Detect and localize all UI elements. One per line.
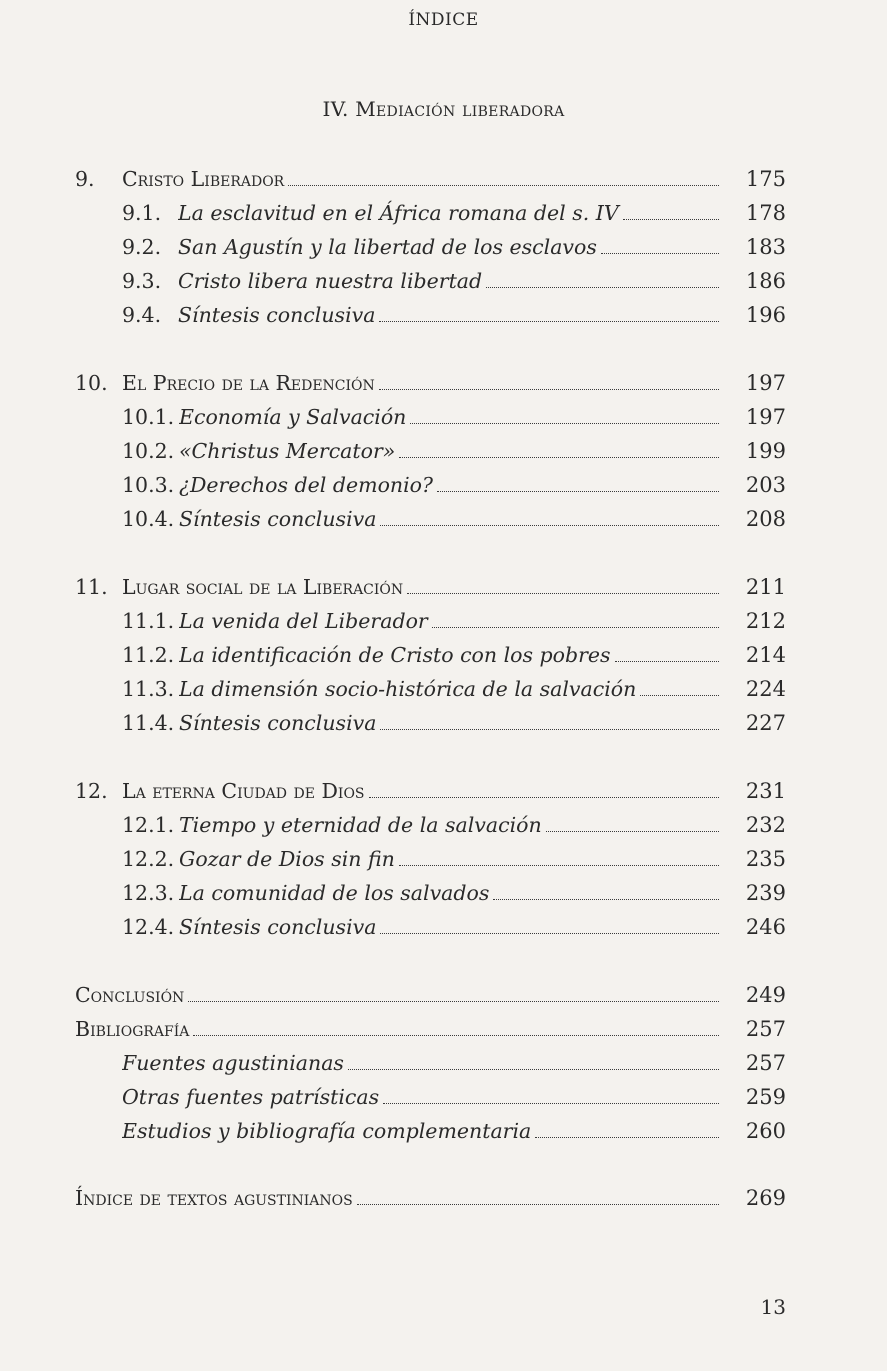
toc-entry-page: 186	[745, 269, 786, 293]
dot-leader	[535, 1136, 719, 1138]
toc-entry-number: 10.3.	[122, 473, 175, 497]
toc-entry-title: La esclavitud en el África romana del s. IV	[178, 201, 619, 225]
toc-entry-page: 211	[745, 575, 786, 599]
toc-entry-title: Síntesis conclusiva	[178, 303, 376, 327]
dot-leader	[383, 1102, 719, 1104]
dot-leader	[493, 898, 719, 900]
toc-entry-page: 178	[745, 201, 786, 225]
page-folio: 13	[760, 1295, 786, 1319]
toc-entry	[0, 1014, 887, 1044]
toc-entry	[0, 402, 887, 432]
toc-entry-page: 249	[745, 983, 786, 1007]
toc-entry-number: 11.4.	[122, 711, 175, 735]
toc-entry	[0, 300, 887, 330]
toc-entry-page: 175	[745, 167, 786, 191]
toc-entry-title: Tiempo y eternidad de la salvación	[179, 813, 542, 837]
toc-entry	[0, 164, 887, 194]
toc-entry	[0, 1082, 887, 1112]
toc-entry	[0, 912, 887, 942]
dot-leader	[379, 320, 719, 322]
dot-leader	[193, 1034, 719, 1036]
toc-entry-number: 10.2.	[122, 439, 175, 463]
toc-entry-page: 257	[745, 1017, 786, 1041]
toc-entry-number: 11.2.	[122, 643, 175, 667]
toc-entry-number: 12.3.	[122, 881, 175, 905]
toc-entry-page: 259	[745, 1085, 786, 1109]
toc-entry	[0, 674, 887, 704]
dot-leader	[601, 252, 719, 254]
toc-entry-page: 257	[745, 1051, 786, 1075]
toc-entry-number: 9.	[75, 167, 95, 191]
toc-entry-title: Cristo libera nuestra libertad	[178, 269, 483, 293]
toc-entry-title: Economía y Salvación	[179, 405, 407, 429]
toc-entry-page: 232	[745, 813, 786, 837]
toc-entry-title: La comunidad de los salvados	[179, 881, 490, 905]
toc-entry	[0, 1116, 887, 1146]
toc-entry-title: Índice de textos agustinianos	[75, 1186, 353, 1210]
toc-entry	[0, 810, 887, 840]
toc-entry-number: 9.2.	[122, 235, 162, 259]
dot-leader	[188, 1000, 719, 1002]
running-head: ÍNDICE	[408, 10, 479, 30]
toc-entry-number: 12.4.	[122, 915, 175, 939]
toc-entry-title: Estudios y bibliografía complementaria	[122, 1119, 532, 1143]
dot-leader	[486, 286, 719, 288]
toc-entry-title: La eterna Ciudad de Dios	[122, 779, 365, 803]
dot-leader	[640, 694, 719, 696]
toc-entry-title: Síntesis conclusiva	[179, 507, 377, 531]
toc-entry-number: 9.4.	[122, 303, 162, 327]
toc-entry-number: 10.	[75, 371, 108, 395]
toc-entry-title: Conclusión	[75, 983, 185, 1007]
toc-entry	[0, 368, 887, 398]
toc-entry	[0, 1183, 887, 1213]
toc-entry-page: 235	[745, 847, 786, 871]
dot-leader	[348, 1068, 719, 1070]
toc-entry-page: 224	[745, 677, 786, 701]
toc-entry-title: Otras fuentes patrísticas	[122, 1085, 380, 1109]
toc-entry-number: 11.	[75, 575, 108, 599]
toc-entry-title: «Christus Mercator»	[179, 439, 396, 463]
toc-entry	[0, 436, 887, 466]
dot-leader	[399, 864, 719, 866]
dot-leader	[399, 456, 719, 458]
toc-entry	[0, 708, 887, 738]
toc-entry	[0, 572, 887, 602]
toc-entry	[0, 606, 887, 636]
toc-entry-title: Cristo Liberador	[122, 167, 285, 191]
toc-entry-title: La venida del Liberador	[179, 609, 428, 633]
toc-entry-title: Fuentes agustinianas	[122, 1051, 344, 1075]
dot-leader	[369, 796, 719, 798]
toc-entry-title: La identificación de Cristo con los pobres	[179, 643, 611, 667]
dot-leader	[437, 490, 719, 492]
toc-entry-page: 246	[745, 915, 786, 939]
toc-entry-page: 203	[745, 473, 786, 497]
dot-leader	[357, 1203, 719, 1205]
toc-entry	[0, 504, 887, 534]
toc-entry-title: Síntesis conclusiva	[179, 915, 377, 939]
toc-entry-page: 199	[745, 439, 786, 463]
toc-entry	[0, 470, 887, 500]
toc-entry-title: Bibliografía	[75, 1017, 190, 1041]
toc-entry	[0, 844, 887, 874]
dot-leader	[380, 524, 719, 526]
toc-entry	[0, 198, 887, 228]
toc-entry-page: 231	[745, 779, 786, 803]
dot-leader	[546, 830, 719, 832]
toc-entry-number: 10.4.	[122, 507, 175, 531]
toc-entry-page: 212	[745, 609, 786, 633]
dot-leader	[380, 728, 719, 730]
toc-entry-page: 208	[745, 507, 786, 531]
toc-entry-page: 227	[745, 711, 786, 735]
dot-leader	[615, 660, 719, 662]
toc-entry-number: 12.2.	[122, 847, 175, 871]
toc-entry-title: San Agustín y la libertad de los esclavos	[178, 235, 597, 259]
toc-entry-page: 196	[745, 303, 786, 327]
toc-entry-title: Gozar de Dios sin fin	[179, 847, 395, 871]
toc-entry-title: Síntesis conclusiva	[179, 711, 377, 735]
part-title: IV. Mediación liberadora	[322, 97, 565, 121]
dot-leader	[380, 932, 719, 934]
toc-entry-page: 239	[745, 881, 786, 905]
toc-entry-number: 12.1.	[122, 813, 175, 837]
toc-entry-page: 197	[745, 371, 786, 395]
toc-entry	[0, 266, 887, 296]
toc-entry-page: 183	[745, 235, 786, 259]
toc-entry-number: 12.	[75, 779, 108, 803]
toc-entry	[0, 980, 887, 1010]
toc-entry-page: 214	[745, 643, 786, 667]
toc-entry-number: 10.1.	[122, 405, 175, 429]
dot-leader	[407, 592, 719, 594]
toc-entry	[0, 1048, 887, 1078]
toc-entry-title: ¿Derechos del demonio?	[179, 473, 434, 497]
toc-entry-title: La dimensión socio-histórica de la salvación	[179, 677, 637, 701]
toc-entry-title: Lugar social de la Liberación	[122, 575, 404, 599]
toc-entry-number: 9.3.	[122, 269, 162, 293]
toc-entry-number: 11.1.	[122, 609, 175, 633]
dot-leader	[623, 218, 719, 220]
toc-entry-page: 269	[745, 1186, 786, 1210]
dot-leader	[379, 388, 719, 390]
toc-entry-number: 11.3.	[122, 677, 175, 701]
toc-entry	[0, 232, 887, 262]
dot-leader	[288, 184, 719, 186]
toc-entry	[0, 878, 887, 908]
toc-entry-page: 260	[745, 1119, 786, 1143]
dot-leader	[410, 422, 719, 424]
toc-entry-number: 9.1.	[122, 201, 162, 225]
dot-leader	[432, 626, 719, 628]
toc-entry-page: 197	[745, 405, 786, 429]
toc-entry-title: El Precio de la Redención	[122, 371, 375, 395]
toc-entry	[0, 640, 887, 670]
toc-entry	[0, 776, 887, 806]
